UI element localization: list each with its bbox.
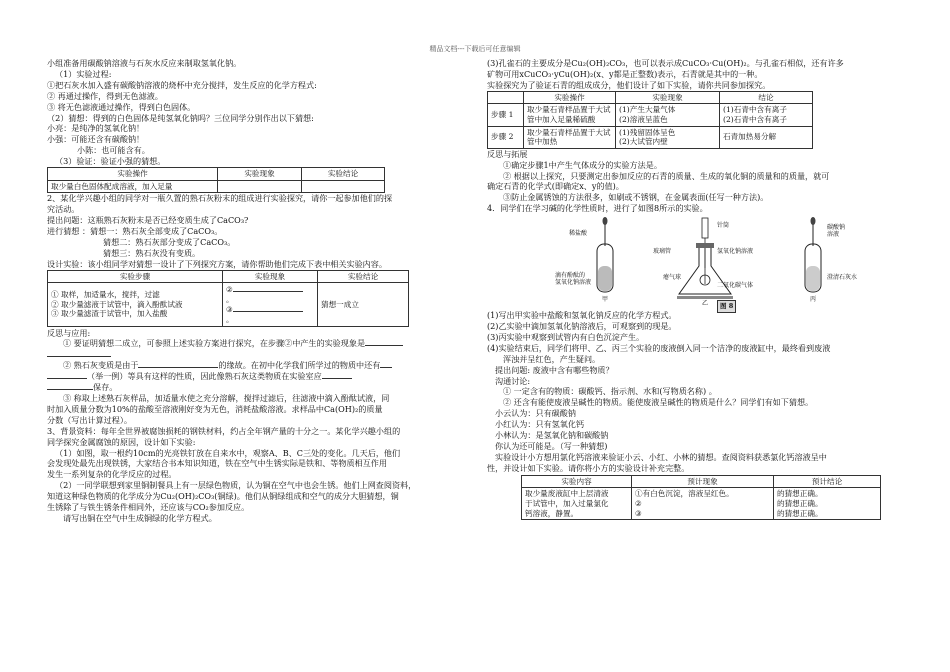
obs-item: ③ [635, 508, 642, 518]
text-line: ③ 称取上述熟石灰样品，加适量水使之充分溶解，搅拌过滤后，往滤液中滴入酚酞试液，同 [63, 393, 390, 403]
conc-item: 的猜想正确。 [777, 508, 823, 518]
obs-item: (1)产生大量气体 [619, 105, 676, 115]
text-line: 设计实验：该小组同学对猜想一设计了下列探究方案，请你帮助他们完成下表中相关实验内容。 [47, 258, 387, 269]
table-cell [616, 104, 720, 126]
text-line: 确定石青的化学式(即确定x、y的值)。 [487, 181, 624, 192]
figure-label: 溶液 [827, 231, 840, 239]
text-line: 究活动。 [47, 204, 80, 215]
obs-label: 。 [226, 314, 234, 324]
table-cell: 步骤 2 [488, 126, 524, 148]
text-line: 发生一系列复杂的化学反应的过程。 [47, 469, 177, 480]
text-line: 会发现处最先出现铁锈，大家结合书本知识知道，铁在空气中生锈实际是铁和、等物质相互作用 [47, 458, 387, 469]
table-header: 实验操作 [524, 91, 616, 104]
obs-label: ③ [226, 305, 233, 315]
answer-blank[interactable] [322, 371, 352, 379]
figure-label: 针筒 [717, 222, 730, 230]
table-cell: 取少量石青样品置于大试管中加入足量稀硫酸 [524, 104, 616, 126]
text-line: （3）验证：验证小强的猜想。 [55, 156, 166, 167]
text-line: ①确定步骤1中产生气体成分的实验方法是。 [503, 159, 662, 170]
conc-item: (2)石青中含有离子 [723, 114, 787, 124]
text-line: （1）如图，取一根约10cm的光亮铁钉放在自来水中，观察A、B、C三处的变化。几天后，他们 [55, 447, 401, 458]
text-line [47, 338, 475, 349]
verification-table [47, 167, 385, 193]
table-cell: 石青加热易分解 [720, 126, 813, 148]
table-header: 实验结论 [318, 270, 409, 283]
text-span: ② 熟石灰变质是由于 [63, 360, 139, 371]
step-item: ① 取样，加适量水，搅拌，过滤 [51, 289, 160, 299]
figure-caption: 图 8 [717, 300, 736, 313]
text-line: 进行猜想 ：猜想一：熟石灰全部变成了CaCO₃。 [47, 225, 223, 236]
figure-label: 滴有酚酞的 [555, 272, 586, 280]
answer-blank[interactable] [380, 360, 392, 368]
text-line: 你认为还可能是。（写一种猜想) [495, 441, 608, 451]
figure-label: 瘪气球 [663, 274, 682, 282]
table-cell [522, 488, 632, 520]
figure-label: 乙 [702, 300, 709, 308]
calcium-chloride-table [521, 475, 881, 520]
obs-label: ② [226, 285, 233, 295]
figure-label: 碳酸钠 [827, 224, 846, 232]
table-header: 实验现象 [218, 168, 302, 181]
text-line: （1）实验过程: [55, 68, 112, 79]
text-line: 提出问题: 废液中含有哪些物质？ [495, 364, 614, 375]
text-line [47, 371, 475, 382]
table-cell [218, 180, 302, 193]
conc-item: (1)石青中含有离子 [723, 105, 787, 115]
text-span: 保存。 [93, 382, 118, 393]
text-line: 猜想二：熟石灰部分变成了CaCO₃。 [103, 236, 236, 247]
obs-item: (2)溶液呈蓝色 [619, 114, 668, 124]
text-line: 小强：可能还含有碳酸钠！ [47, 134, 145, 145]
text-line: （2）猜想：得到的白色固体是纯氢氧化钠吗？三位同学分别作出以下猜想: [47, 112, 314, 123]
table-cell: 步骤 1 [488, 104, 524, 126]
content-line: 钙溶液，静置。 [525, 508, 579, 518]
text-line: 4．同学们在学习碱的化学性质时，进行了如图8所示的实验。 [487, 203, 708, 214]
text-line: (2)乙实验中滴加氢氧化钠溶液后，可观察到的现是。 [487, 321, 677, 332]
text-line: 猜想三：熟石灰没有变质。 [103, 247, 201, 258]
experiment-table [47, 270, 409, 327]
answer-blank[interactable] [233, 284, 303, 292]
text-span: ① 要证明猜想二成立，可参照上述实验方案进行探究，在步骤②中产生的实验现象是 [63, 338, 366, 349]
text-line [47, 360, 475, 371]
figure-label: 二氧化碳气体 [717, 282, 754, 290]
answer-blank[interactable] [233, 304, 303, 312]
text-line: 生锈除了与铁生锈条件相同外，还应该与CO₂参加反应。 [47, 502, 250, 513]
text-line: (3)丙实验中观察到试管内有白色沉淀产生。 [487, 331, 645, 342]
answer-blank[interactable] [47, 382, 93, 390]
table-header: 实验结论 [302, 168, 385, 181]
answer-blank[interactable] [47, 349, 111, 357]
text-span: （举一例）等具有这样的性质，因此像熟石灰这类物质在实验室应 [87, 371, 322, 382]
figure-label: 玻璃管 [653, 248, 672, 256]
text-line: 实验设计小方想用氯化钙溶液来验证小云、小红、小林的猜想。查阅资料获悉氯化钙溶液呈中 [495, 451, 827, 462]
text-line: 矿物可用xCuCO₃·yCu(OH)₂(x、y都是正整数)表示，石青就是其中的一种。 [487, 68, 763, 79]
text-line: ③防止金属锈蚀的方法很多，如刷或不锈钢，在金属表面(任写一种方法)。 [503, 192, 769, 203]
text-line: （2）一同学联想到家里铜制餐具上有一层绿色物质，认为铜在空气中也会生锈。他们上网查阅资料， [55, 480, 417, 491]
step-item: ③ 取少量滤渣于试管中，加入盐酸 [51, 309, 168, 319]
azurite-table [487, 91, 813, 149]
text-line: 小陈：也可能含有。 [77, 145, 150, 156]
text-line: ① 一定含有的物质：碳酸钙、指示剂、水和(写物质名称) 。 [503, 386, 717, 397]
conc-item: 的猜想正确。 [777, 489, 823, 499]
figure-label: 氢氧化钠溶液 [717, 248, 754, 256]
figure-label: 丙 [810, 296, 817, 304]
text-line: 知道这种绿色物质的化学成分为Cu₂(OH)₂CO₃(铜绿)。他们从铜绿组成和空气的成分大胆猜想，铜 [47, 491, 399, 502]
text-line: 小云认为：只有碳酸钠 [495, 408, 576, 419]
table-cell: 猜想一成立 [318, 283, 409, 326]
table-header: 结论 [720, 91, 813, 104]
text-line: 请写出铜在空气中生成铜绿的化学方程式。 [63, 512, 217, 523]
text-line: 2、某化学兴趣小组的同学对一瓶久置的熟石灰粉末的组成进行实验探究，请你一起参加他们的探 [47, 193, 393, 204]
text-line: 小林认为：是氢氧化钠和碳酸钠 [495, 430, 609, 441]
text-line: ② 再通过操作，得到无色滤液。 [47, 90, 163, 101]
apparatus-drawing [567, 216, 867, 308]
table-cell [720, 104, 813, 126]
text-span: 的缘故。在初中化学我们所学过的物质中还有 [218, 360, 381, 371]
table-header: 实验现象 [223, 270, 318, 283]
figure-label: 澄清石灰水 [827, 274, 858, 282]
text-line: (4)实验结束后，同学们将甲、乙、丙三个实验的废液倒入同一个洁净的废液缸中，最终看到废液 [487, 342, 831, 353]
table-cell [632, 488, 774, 520]
figure-label: 甲 [602, 296, 609, 304]
text-line: 浑浊并呈红色，产生疑问。 [503, 353, 601, 364]
obs-item: ② [635, 498, 642, 508]
page-header: 精品文档---下载后可任意编辑 [429, 45, 521, 53]
text-line: ② 根据以上探究，只要测定出参加反应的石青的质量、生成的氧化铜的质量和的质量，就可 [503, 170, 830, 181]
text-line: (1)写出甲实验中盐酸和氢氧化钠反应的化学方程式。 [487, 310, 677, 321]
text-line: 反思与应用: [47, 327, 91, 338]
table-cell [48, 283, 223, 326]
table-header: 实验操作 [48, 168, 218, 181]
table-cell: 取少量石青样品置于大试管中加热 [524, 126, 616, 148]
text-line [47, 349, 475, 360]
table-header: 预计结论 [774, 475, 881, 488]
table-header: 实验内容 [522, 475, 632, 488]
table-cell: 取少量白色固体配成溶液，加入足量 [48, 180, 218, 193]
left-column [47, 58, 475, 524]
table-header: 实验步骤 [48, 270, 223, 283]
text-line: 小亮：是纯净的氢氧化钠！ [47, 123, 145, 134]
text-line: 小红认为：只有氢氧化钙 [495, 419, 585, 430]
obs-label: 。 [226, 294, 234, 304]
conc-item: 的猜想正确。 [777, 498, 823, 508]
table-header [488, 91, 524, 104]
text-line: 反思与拓展 [487, 148, 528, 159]
text-line: 分数（写出计算过程）。 [47, 414, 132, 425]
text-line: 同学探究金属腐蚀的原因，设计如下实验: [47, 436, 196, 447]
text-line: 时加入质量分数为10%的盐酸至溶液刚好变为无色，消耗盐酸溶液。求样品中Ca(OH)₂的质量 [47, 403, 383, 414]
text-line: ② 还含有能使废液呈碱性的物质。能使废液呈碱性的物质是什么？同学们有如下猜想。 [503, 397, 814, 408]
text-line: (3)孔雀石的主要成分是Cu₂(OH)₂CO₃，也可以表示成CuCO₃·Cu(OH)₂。与孔雀石相似，还有许多 [487, 58, 844, 68]
apparatus-figure [555, 216, 867, 308]
obs-item: (2)大试管内壁 [619, 137, 668, 147]
table-cell [616, 126, 720, 148]
answer-blank[interactable] [138, 360, 218, 368]
obs-item: ①有白色沉淀，溶液呈红色。 [635, 489, 734, 499]
figure-label: 稀盐酸 [569, 230, 588, 238]
right-column [487, 58, 903, 520]
text-line [47, 382, 475, 393]
obs-item: (1)残留固体呈色 [619, 127, 676, 137]
text-line: 小组准备用碳酸钠溶液与石灰水反应来制取氢氧化钠。 [47, 58, 242, 68]
text-line: ③ 将无色滤液通过操作，得到白色固体。 [47, 101, 196, 112]
content-line: 于试管中，加入过量氯化 [525, 498, 609, 508]
table-header: 预计现象 [632, 475, 774, 488]
text-line: 性，并设计如下实验。请你将小方的实验设计补充完整。 [487, 462, 690, 473]
table-header: 实验现象 [616, 91, 720, 104]
content-line: 取少量废液缸中上层清液 [525, 489, 609, 499]
table-cell [774, 488, 881, 520]
step-item: ② 取少量滤液于试管中，滴入酚酞试液 [51, 299, 183, 309]
table-cell [302, 180, 385, 193]
text-line: 沟通讨论: [495, 375, 531, 386]
table-cell [223, 283, 318, 326]
answer-blank[interactable] [47, 371, 87, 379]
figure-label: 氢氧化钠溶液 [555, 279, 592, 287]
answer-blank[interactable] [365, 338, 403, 346]
text-line: 3、背景资料：每年全世界被腐蚀损耗的钢铁材料，约占全年钢产量的十分之一。某化学兴趣小组的 [47, 425, 401, 436]
text-line: ①把石灰水加入盛有碳酸钠溶液的烧杯中充分搅拌，发生反应的化学方程式: [47, 79, 317, 90]
text-line: 实验探究为了验证石青的组成成分，他们设计了如下实验，请你共同参加探究。 [487, 79, 771, 90]
text-line: 提出问题：这瓶熟石灰粉末是否已经变质生成了CaCO₃? [47, 215, 249, 226]
